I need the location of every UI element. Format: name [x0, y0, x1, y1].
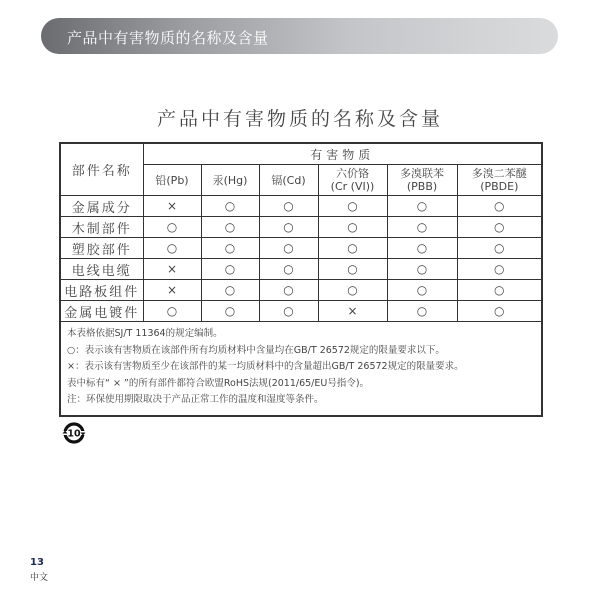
page-language: 中文	[30, 573, 49, 583]
cell-mark: ○	[201, 196, 259, 217]
part-name-header: 部件名称	[60, 143, 143, 196]
cell-mark: ○	[457, 259, 542, 280]
cell-mark: ○	[259, 280, 318, 301]
cell-mark: ○	[457, 238, 542, 259]
part-name: 电路板组件	[60, 280, 143, 301]
banner-title: 产品中有害物质的名称及含量	[67, 29, 269, 47]
cell-mark: ○	[318, 238, 387, 259]
cell-mark: ○	[387, 301, 457, 322]
column-header-cr6: 六价铬 (Cr (VI))	[318, 165, 387, 196]
hazardous-substances-header: 有害物质	[143, 143, 542, 165]
table-row	[60, 238, 542, 259]
note-line: ×：表示该有害物质至少在该部件的某一均质材料中的含量超出GB/T 26572规定的限量要求。	[67, 361, 464, 372]
hazardous-substances-table	[59, 142, 543, 417]
cell-mark: ○	[259, 301, 318, 322]
cell-mark: ○	[457, 301, 542, 322]
table-row	[60, 280, 542, 301]
section-banner	[41, 18, 558, 54]
environmental-protection-use-period-icon	[62, 421, 86, 445]
cell-mark: ×	[143, 280, 201, 301]
cell-mark: ○	[259, 217, 318, 238]
cell-mark: ○	[143, 301, 201, 322]
cell-mark: ○	[318, 259, 387, 280]
column-header-pb: 铅(Pb)	[143, 165, 201, 196]
part-name: 金属电镀件	[60, 301, 143, 322]
cell-mark: ○	[201, 259, 259, 280]
cell-mark: ×	[318, 301, 387, 322]
cell-mark: ○	[201, 301, 259, 322]
cell-mark: ○	[457, 280, 542, 301]
cell-mark: ○	[318, 217, 387, 238]
note-line: ○：表示该有害物质在该部件所有均质材料中含量均在GB/T 26572规定的限量要求以下。	[67, 344, 445, 356]
part-name: 金属成分	[60, 196, 143, 217]
cell-mark: ○	[259, 196, 318, 217]
cell-mark: ○	[457, 196, 542, 217]
table-notes	[60, 322, 542, 416]
column-header-hg: 汞(Hg)	[201, 165, 259, 196]
cell-mark: ○	[457, 217, 542, 238]
part-name: 塑胶部件	[60, 238, 143, 259]
note-line: 注：环保使用期限取决于产品正常工作的温度和湿度等条件。	[67, 394, 324, 405]
table-row	[60, 259, 542, 280]
note-line: 本表格依据SJ/T 11364的规定编制。	[67, 328, 223, 339]
table-row	[60, 301, 542, 322]
part-name: 木制部件	[60, 217, 143, 238]
page-number: 13	[30, 557, 44, 568]
cell-mark: ○	[143, 238, 201, 259]
cell-mark: ○	[143, 217, 201, 238]
cell-mark: ○	[387, 259, 457, 280]
column-header-cd: 镉(Cd)	[259, 165, 318, 196]
column-header-pbde: 多溴二苯醚 (PBDE)	[457, 165, 542, 196]
cell-mark: ○	[318, 280, 387, 301]
cell-mark: ○	[259, 259, 318, 280]
part-name: 电线电缆	[60, 259, 143, 280]
cell-mark: ○	[387, 238, 457, 259]
cell-mark: ○	[201, 217, 259, 238]
table-row	[60, 196, 542, 217]
note-line: 表中标有“ × ”的所有部件都符合欧盟RoHS法规(2011/65/EU号指令)。	[67, 377, 370, 389]
cell-mark: ○	[387, 217, 457, 238]
cell-mark: ×	[143, 196, 201, 217]
eco-years: 10	[67, 428, 81, 440]
cell-mark: ○	[387, 280, 457, 301]
cell-mark: ○	[387, 196, 457, 217]
cell-mark: ○	[201, 238, 259, 259]
cell-mark: ○	[259, 238, 318, 259]
table-row	[60, 217, 542, 238]
cell-mark: ×	[143, 259, 201, 280]
document-title: 产品中有害物质的名称及含量	[156, 108, 443, 130]
cell-mark: ○	[201, 280, 259, 301]
cell-mark: ○	[318, 196, 387, 217]
column-header-pbb: 多溴联苯 (PBB)	[387, 165, 457, 196]
